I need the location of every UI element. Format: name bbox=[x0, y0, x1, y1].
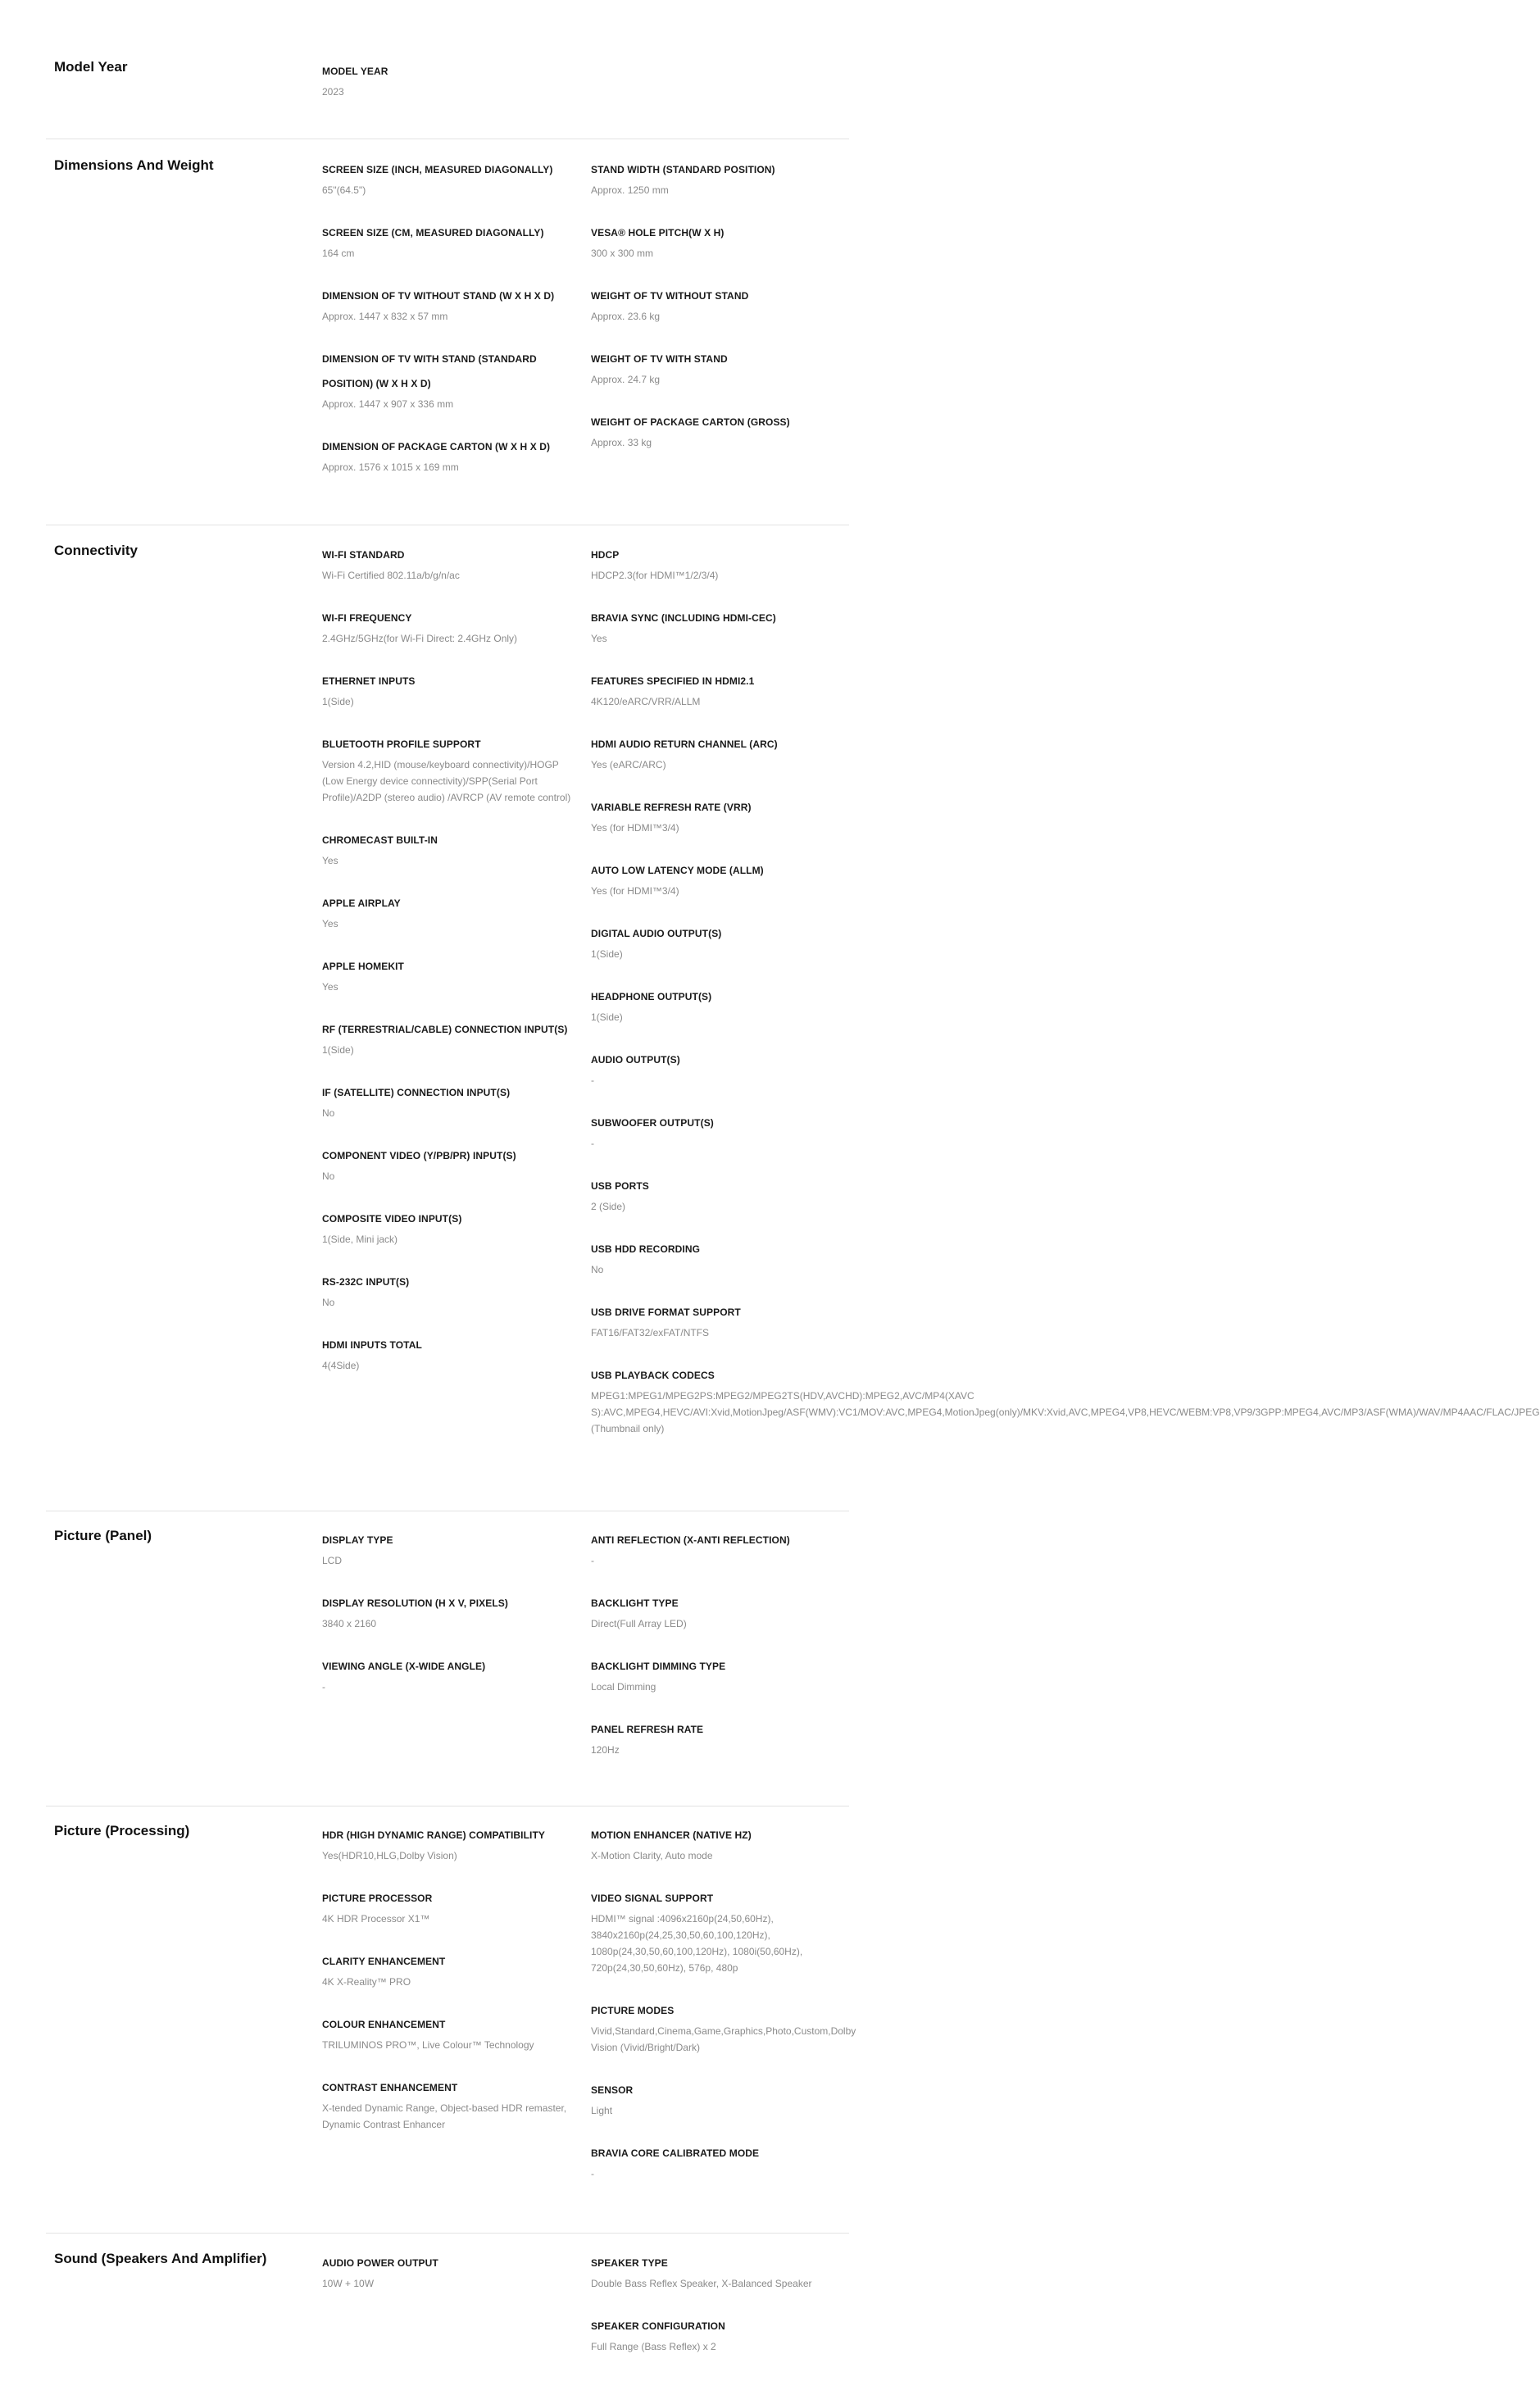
spec-item bbox=[322, 606, 576, 647]
spec-item bbox=[322, 1333, 576, 1374]
spec-value: HDMI™ signal :4096x2160p(24,50,60Hz), 3840x2160p(24,25,30,50,60,100,120Hz), 1080p(24,30,50,60,100,120Hz), 1080i(50,60Hz), 720p(24,30,50,60Hz), 576p, 480p bbox=[591, 1913, 803, 1974]
spec-value: 4K120/eARC/VRR/ALLM bbox=[591, 696, 701, 707]
spec-label: HEADPHONE OUTPUT(S) bbox=[591, 991, 712, 1002]
spec-value: Yes (for HDMI™3/4) bbox=[591, 822, 679, 834]
section-title: Sound (Speakers And Amplifier) bbox=[54, 2251, 267, 2266]
spec-label: PICTURE MODES bbox=[591, 2005, 675, 2016]
section-title: Picture (Panel) bbox=[54, 1528, 152, 1543]
spec-item bbox=[591, 984, 849, 1025]
spec-value: 1(Side) bbox=[591, 948, 623, 960]
spec-label: DIMENSION OF TV WITHOUT STAND (W X H X D) bbox=[322, 290, 555, 302]
spec-value: Yes (for HDMI™3/4) bbox=[591, 885, 679, 897]
spec-value: No bbox=[322, 1107, 335, 1119]
spec-value: - bbox=[591, 2168, 594, 2179]
spec-value: - bbox=[591, 1138, 594, 1149]
spec-label: BLUETOOTH PROFILE SUPPORT bbox=[322, 738, 481, 750]
spec-label: DISPLAY TYPE bbox=[322, 1534, 393, 1546]
spec-item bbox=[591, 220, 849, 261]
spec-value: X-Motion Clarity, Auto mode bbox=[591, 1850, 713, 1861]
spec-label: CHROMECAST BUILT-IN bbox=[322, 834, 438, 846]
spec-label: PANEL REFRESH RATE bbox=[591, 1724, 704, 1735]
spec-column-left bbox=[322, 59, 576, 122]
spec-item bbox=[322, 1886, 576, 1927]
spec-label: USB DRIVE FORMAT SUPPORT bbox=[591, 1307, 741, 1318]
spec-item bbox=[591, 410, 849, 451]
spec-item bbox=[591, 1591, 849, 1632]
spec-label: HDMI AUDIO RETURN CHANNEL (ARC) bbox=[591, 738, 778, 750]
spec-value: 2.4GHz/5GHz(for Wi-Fi Direct: 2.4GHz Only) bbox=[322, 633, 518, 644]
spec-label: APPLE AIRPLAY bbox=[322, 898, 401, 909]
section-title: Picture (Processing) bbox=[54, 1823, 190, 1838]
spec-value: Version 4.2,HID (mouse/keyboard connectivity)/HOGP (Low Energy device connectivity)/SPP(Serial Port Profile)/A2DP (stereo audio) /AVRCP (AV remote control) bbox=[322, 759, 571, 803]
spec-item bbox=[322, 1528, 576, 1569]
spec-item bbox=[591, 1300, 849, 1341]
spec-label: RS-232C INPUT(S) bbox=[322, 1276, 410, 1288]
spec-value: LCD bbox=[322, 1555, 343, 1566]
spec-label: DISPLAY RESOLUTION (H X V, PIXELS) bbox=[322, 1597, 509, 1609]
spec-value: Approx. 24.7 kg bbox=[591, 374, 661, 385]
spec-value: 2 (Side) bbox=[591, 1201, 626, 1212]
spec-item bbox=[322, 543, 576, 584]
spec-value: Yes bbox=[322, 981, 338, 993]
spec-item bbox=[322, 1080, 576, 1121]
spec-value: Double Bass Reflex Speaker, X-Balanced Speaker bbox=[591, 2278, 812, 2289]
spec-value: MPEG1:MPEG1/MPEG2PS:MPEG2/MPEG2TS(HDV,AVCHD):MPEG2,AVC/MP4(XAVC S):AVC,MPEG4,HEVC/AVI:Xvid,MotionJpeg/ASF(WMV):VC1/MOV:AVC,MPEG4,MotionJpeg(only)/MKV:Xvid,AVC,MPEG4,VP8,HEVC/WEBM:VP8,VP9/3GPP:MPEG4,AVC/MP3/ASF(WMA)/WAV/MP4AAC/FLAC/JPEG (Thumbnail only) bbox=[591, 1390, 1540, 1434]
spec-label: MOTION ENHANCER (NATIVE HZ) bbox=[591, 1829, 752, 1841]
spec-value: FAT16/FAT32/exFAT/NTFS bbox=[591, 1327, 710, 1338]
spec-item bbox=[591, 1717, 849, 1758]
spec-value: - bbox=[591, 1555, 594, 1566]
spec-label: COMPONENT VIDEO (Y/PB/PR) INPUT(S) bbox=[322, 1150, 516, 1161]
spec-label: WEIGHT OF PACKAGE CARTON (GROSS) bbox=[591, 416, 790, 428]
spec-value: Yes bbox=[322, 918, 338, 929]
spec-label: AUDIO OUTPUT(S) bbox=[591, 1054, 680, 1066]
spec-item bbox=[591, 347, 849, 388]
spec-label: MODEL YEAR bbox=[322, 66, 388, 77]
spec-label: RF (TERRESTRIAL/CABLE) CONNECTION INPUT(S) bbox=[322, 1024, 568, 1035]
spec-item bbox=[322, 828, 576, 869]
spec-value: Yes (eARC/ARC) bbox=[591, 759, 666, 770]
spec-column-right bbox=[591, 157, 849, 473]
spec-item bbox=[591, 1998, 856, 2056]
spec-item bbox=[591, 1654, 849, 1695]
spec-value: 300 x 300 mm bbox=[591, 248, 654, 259]
spec-label: BRAVIA SYNC (INCLUDING HDMI-CEC) bbox=[591, 612, 776, 624]
spec-item bbox=[591, 2314, 849, 2355]
spec-value: 2023 bbox=[322, 86, 344, 98]
spec-item bbox=[322, 954, 576, 995]
spec-item bbox=[322, 1949, 576, 1990]
spec-value: Approx. 1576 x 1015 x 169 mm bbox=[322, 461, 459, 473]
spec-label: USB HDD RECORDING bbox=[591, 1243, 701, 1255]
spec-value: No bbox=[591, 1264, 604, 1275]
spec-label: SPEAKER TYPE bbox=[591, 2257, 668, 2269]
spec-label: AUDIO POWER OUTPUT bbox=[322, 2257, 438, 2269]
spec-item bbox=[322, 1207, 576, 1247]
spec-item bbox=[591, 284, 849, 325]
spec-label: COMPOSITE VIDEO INPUT(S) bbox=[322, 1213, 462, 1225]
spec-item bbox=[591, 1237, 849, 1278]
spec-column-right bbox=[591, 1823, 856, 2204]
spec-label: WEIGHT OF TV WITHOUT STAND bbox=[591, 290, 749, 302]
spec-column-left bbox=[322, 1528, 576, 1717]
spec-label: CLARITY ENHANCEMENT bbox=[322, 1956, 446, 1967]
spec-item bbox=[322, 1143, 576, 1184]
spec-label: SENSOR bbox=[591, 2084, 634, 2096]
spec-value: Full Range (Bass Reflex) x 2 bbox=[591, 2341, 716, 2352]
spec-column-right bbox=[591, 2251, 849, 2377]
spec-value: 3840 x 2160 bbox=[322, 1618, 377, 1629]
spec-label: BRAVIA CORE CALIBRATED MODE bbox=[591, 2147, 760, 2159]
spec-label: BACKLIGHT DIMMING TYPE bbox=[591, 1661, 726, 1672]
spec-item bbox=[591, 1886, 849, 1976]
spec-value: 4(4Side) bbox=[322, 1360, 360, 1371]
spec-item bbox=[322, 669, 576, 710]
spec-label: VESA® HOLE PITCH(W X H) bbox=[591, 227, 725, 239]
spec-column-right bbox=[591, 543, 1540, 1459]
spec-value: Approx. 1250 mm bbox=[591, 184, 669, 196]
spec-value: Yes bbox=[591, 633, 607, 644]
spec-item bbox=[322, 157, 576, 198]
spec-value: Local Dimming bbox=[591, 1681, 656, 1693]
spec-label: USB PLAYBACK CODECS bbox=[591, 1370, 715, 1381]
spec-value: Approx. 1447 x 907 x 336 mm bbox=[322, 398, 454, 410]
spec-value: 4K X-Reality™ PRO bbox=[322, 1976, 411, 1988]
spec-item bbox=[591, 732, 849, 773]
spec-value: X-tended Dynamic Range, Object-based HDR remaster, Dynamic Contrast Enhancer bbox=[322, 2102, 567, 2130]
spec-item bbox=[322, 1270, 576, 1311]
spec-label: BACKLIGHT TYPE bbox=[591, 1597, 679, 1609]
spec-label: DIMENSION OF PACKAGE CARTON (W X H X D) bbox=[322, 441, 551, 452]
section-title: Dimensions And Weight bbox=[54, 157, 214, 173]
spec-item bbox=[591, 157, 849, 198]
spec-value: Direct(Full Array LED) bbox=[591, 1618, 687, 1629]
spec-label: WI-FI FREQUENCY bbox=[322, 612, 412, 624]
spec-value: HDCP2.3(for HDMI™1/2/3/4) bbox=[591, 570, 719, 581]
spec-value: 1(Side) bbox=[591, 1011, 623, 1023]
spec-item bbox=[591, 2141, 849, 2182]
spec-item bbox=[591, 1528, 849, 1569]
spec-label: VARIABLE REFRESH RATE (VRR) bbox=[591, 802, 752, 813]
spec-item bbox=[591, 606, 849, 647]
spec-value: 120Hz bbox=[591, 1744, 620, 1756]
spec-item bbox=[591, 921, 849, 962]
spec-label: SCREEN SIZE (CM, MEASURED DIAGONALLY) bbox=[322, 227, 544, 239]
spec-value: No bbox=[322, 1170, 335, 1182]
spec-value: 10W + 10W bbox=[322, 2278, 375, 2289]
spec-value: Light bbox=[591, 2105, 613, 2116]
spec-value: 1(Side, Mini jack) bbox=[322, 1234, 398, 1245]
spec-label: COLOUR ENHANCEMENT bbox=[322, 2019, 446, 2030]
spec-item bbox=[591, 1363, 1540, 1437]
spec-label: FEATURES SPECIFIED IN HDMI2.1 bbox=[591, 675, 755, 687]
spec-value: Approx. 33 kg bbox=[591, 437, 652, 448]
spec-value: 164 cm bbox=[322, 248, 355, 259]
spec-item bbox=[322, 1591, 576, 1632]
spec-item bbox=[322, 2251, 576, 2292]
spec-value: Approx. 23.6 kg bbox=[591, 311, 661, 322]
spec-value: 1(Side) bbox=[322, 696, 354, 707]
spec-item bbox=[591, 2251, 849, 2292]
spec-item bbox=[322, 2075, 576, 2133]
spec-value: 4K HDR Processor X1™ bbox=[322, 1913, 430, 1925]
spec-label: SUBWOOFER OUTPUT(S) bbox=[591, 1117, 714, 1129]
spec-item bbox=[322, 891, 576, 932]
spec-item bbox=[322, 347, 576, 412]
spec-label: WEIGHT OF TV WITH STAND bbox=[591, 353, 728, 365]
spec-label: SCREEN SIZE (INCH, MEASURED DIAGONALLY) bbox=[322, 164, 553, 175]
spec-value: Approx. 1447 x 832 x 57 mm bbox=[322, 311, 448, 322]
spec-item bbox=[322, 1654, 576, 1695]
section-divider bbox=[46, 2233, 849, 2234]
section-title: Model Year bbox=[54, 59, 128, 75]
spec-item bbox=[591, 2078, 849, 2119]
spec-value: No bbox=[322, 1297, 335, 1308]
spec-item bbox=[322, 1017, 576, 1058]
spec-label: ETHERNET INPUTS bbox=[322, 675, 416, 687]
spec-value: Vivid,Standard,Cinema,Game,Graphics,Photo,Custom,Dolby Vision (Vivid/Bright/Dark) bbox=[591, 2025, 856, 2053]
spec-item bbox=[591, 1048, 849, 1088]
spec-label: AUTO LOW LATENCY MODE (ALLM) bbox=[591, 865, 764, 876]
spec-value: Yes bbox=[322, 855, 338, 866]
spec-value: - bbox=[591, 1075, 594, 1086]
spec-item bbox=[591, 858, 849, 899]
spec-column-left bbox=[322, 543, 576, 1396]
spec-item bbox=[322, 1823, 576, 1864]
spec-label: WI-FI STANDARD bbox=[322, 549, 405, 561]
spec-label: VIDEO SIGNAL SUPPORT bbox=[591, 1893, 714, 1904]
spec-label: HDCP bbox=[591, 549, 620, 561]
spec-column-left bbox=[322, 157, 576, 498]
section-title: Connectivity bbox=[54, 543, 139, 558]
spec-item bbox=[322, 59, 576, 100]
spec-value: Wi-Fi Certified 802.11a/b/g/n/ac bbox=[322, 570, 460, 581]
spec-column-left bbox=[322, 1823, 576, 2155]
spec-value: TRILUMINOS PRO™, Live Colour™ Technology bbox=[322, 2039, 534, 2051]
spec-label: SPEAKER CONFIGURATION bbox=[591, 2320, 725, 2332]
spec-label: PICTURE PROCESSOR bbox=[322, 1893, 433, 1904]
spec-item bbox=[322, 434, 576, 475]
spec-label: USB PORTS bbox=[591, 1180, 649, 1192]
spec-label: DIGITAL AUDIO OUTPUT(S) bbox=[591, 928, 722, 939]
spec-item bbox=[591, 1111, 849, 1152]
spec-item bbox=[591, 1174, 849, 1215]
spec-item bbox=[591, 1823, 849, 1864]
spec-value: - bbox=[322, 1681, 325, 1693]
spec-item bbox=[322, 284, 576, 325]
spec-label: IF (SATELLITE) CONNECTION INPUT(S) bbox=[322, 1087, 511, 1098]
spec-column-right bbox=[591, 1528, 849, 1780]
spec-item bbox=[322, 2012, 576, 2053]
spec-item bbox=[322, 732, 576, 806]
spec-item bbox=[591, 795, 849, 836]
spec-label: HDMI INPUTS TOTAL bbox=[322, 1339, 422, 1351]
spec-label: VIEWING ANGLE (X-WIDE ANGLE) bbox=[322, 1661, 486, 1672]
spec-item bbox=[591, 669, 849, 710]
spec-label: ANTI REFLECTION (X-ANTI REFLECTION) bbox=[591, 1534, 790, 1546]
spec-item bbox=[591, 543, 849, 584]
spec-label: STAND WIDTH (STANDARD POSITION) bbox=[591, 164, 775, 175]
spec-label: HDR (HIGH DYNAMIC RANGE) COMPATIBILITY bbox=[322, 1829, 546, 1841]
spec-item bbox=[322, 220, 576, 261]
spec-label: DIMENSION OF TV WITH STAND (STANDARD POSITION) (W X H X D) bbox=[322, 353, 537, 389]
spec-label: APPLE HOMEKIT bbox=[322, 961, 404, 972]
spec-value: 65"(64.5") bbox=[322, 184, 366, 196]
spec-value: Yes(HDR10,HLG,Dolby Vision) bbox=[322, 1850, 457, 1861]
spec-column-left bbox=[322, 2251, 576, 2314]
spec-label: CONTRAST ENHANCEMENT bbox=[322, 2082, 458, 2093]
spec-value: 1(Side) bbox=[322, 1044, 354, 1056]
